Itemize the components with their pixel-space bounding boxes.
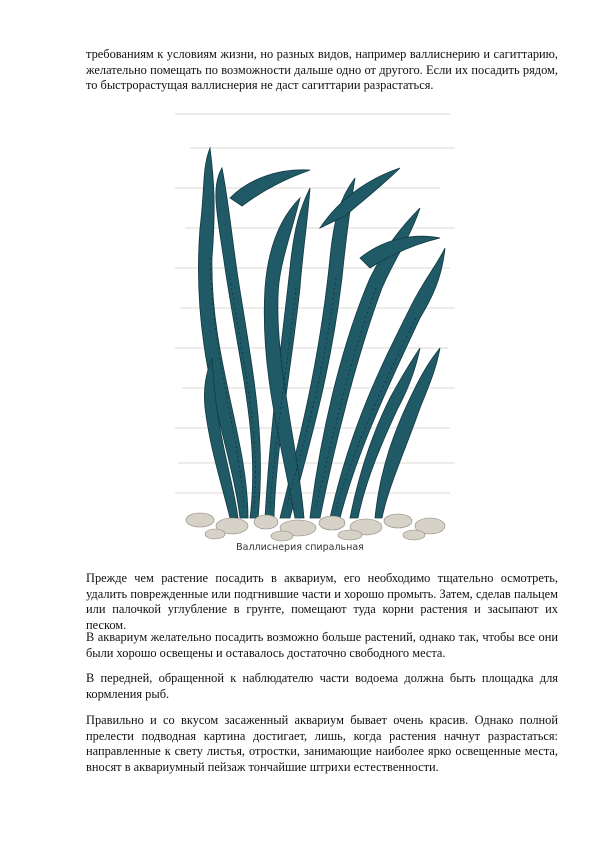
plant-drawing — [170, 108, 460, 542]
paragraph-lighting: В аквариум желательно посадить возможно больше растений, однако так, чтобы все они были хорошо освещены и оставалось достаточно свободного места. — [86, 630, 558, 660]
paragraph-intro: требованиям к условиям жизни, но разных видов, например валлиснерию и сагиттарию, желательно помещать по возможности дальше одно от другого. Если их посадить рядом, то быстрорастущая валлиснерия не даст сагиттарии разрастаться. — [86, 47, 558, 93]
paragraph-planting: Прежде чем растение посадить в аквариум, его необходимо тщательно осмотреть, удалить поврежденные или подгнившие части и хорошо промыть. Затем, сделав пальцем или палочкой углубление в грунте, помещают туда корни растения и засыпают их песком. — [86, 571, 558, 632]
paragraph-feeding-area: В передней, обращенной к наблюдателю части водоема должна быть площадка для кормления рыб. — [86, 671, 558, 701]
paragraph-beauty: Правильно и со вкусом засаженный аквариум бывает очень красив. Однако полной прелести подводная картина достигает, лишь, когда растения начнут разрастаться: направленные к свету листья, отростки, занимающие наиболее ярко освещенные места, вносят в аквариумный пейзаж тончайшие штрихи естественности. — [86, 713, 558, 774]
vallisneria-illustration — [170, 108, 460, 542]
figure-caption: Валлиснерия спиральная — [236, 542, 364, 553]
